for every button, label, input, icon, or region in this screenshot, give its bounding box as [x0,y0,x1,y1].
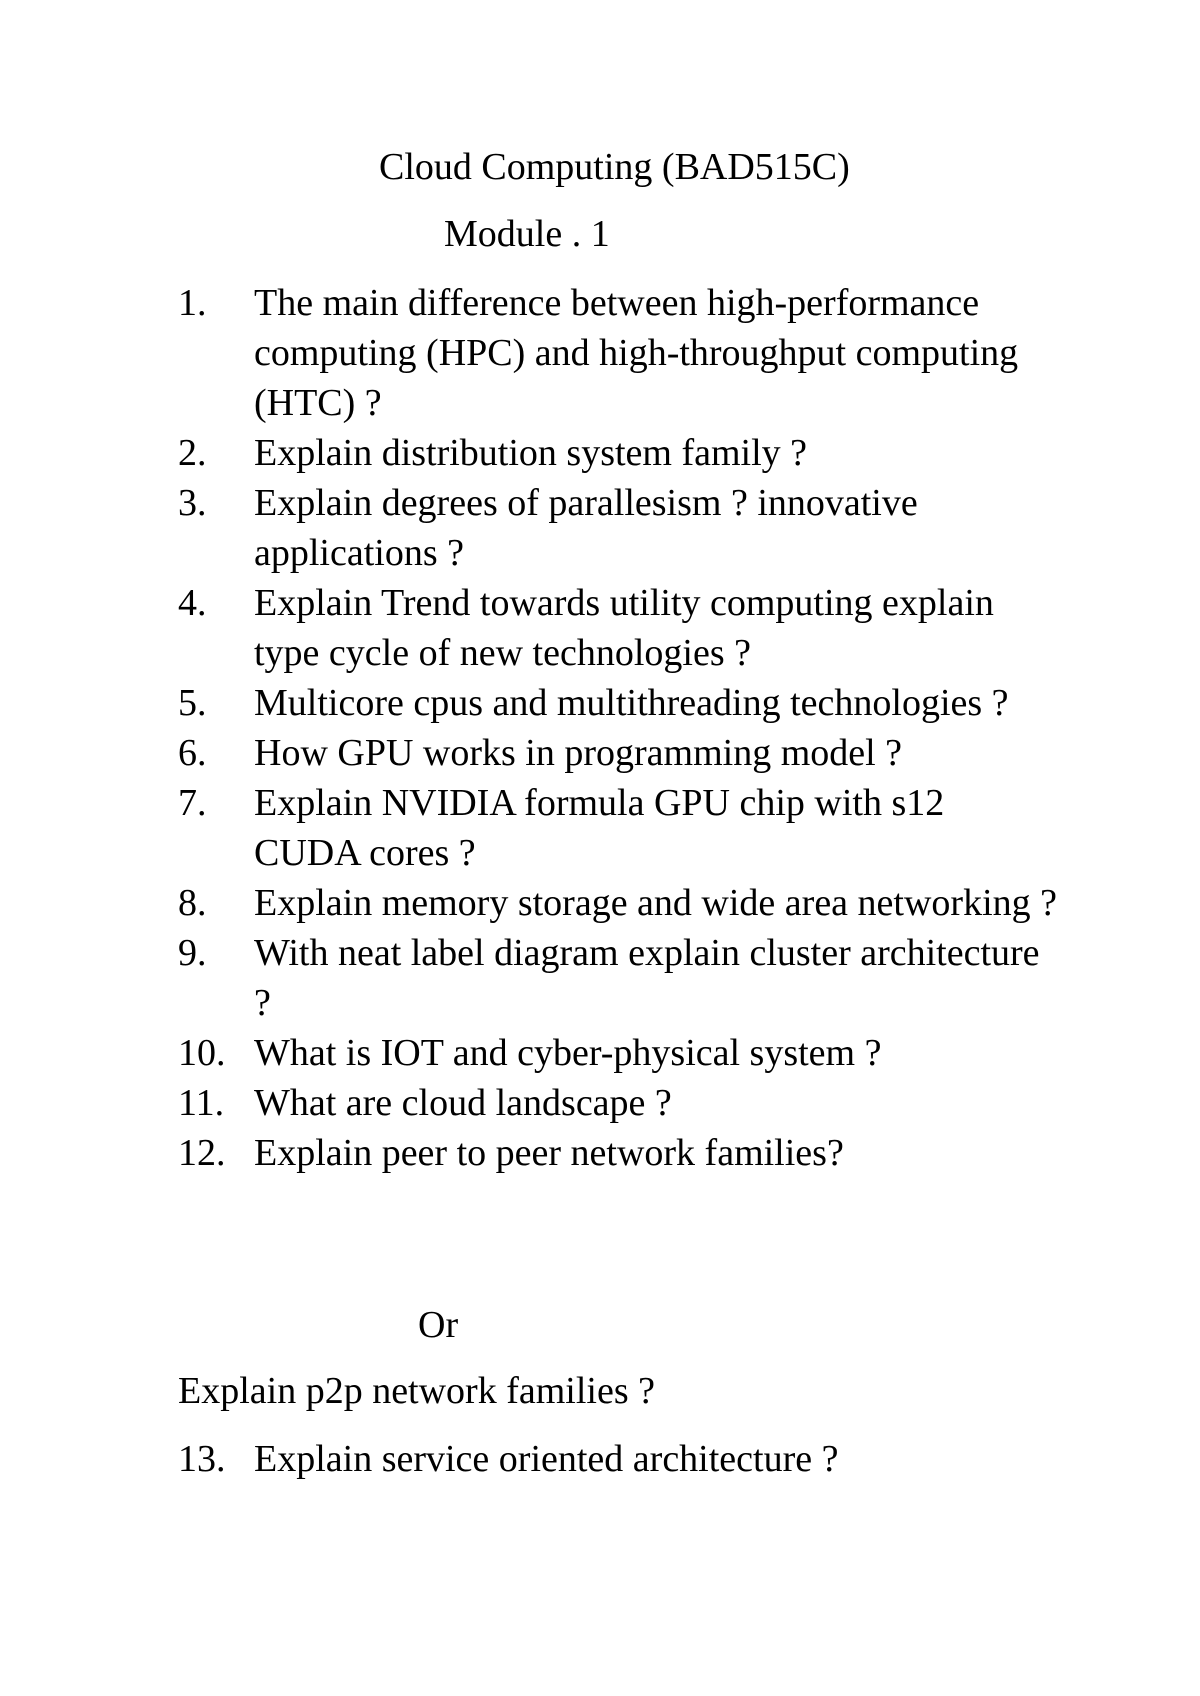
question-text: With neat label diagram explain cluster architecture ? [254,932,1040,1024]
question-item [178,1128,1058,1178]
question-item [178,778,1058,878]
question-item [178,1078,1058,1128]
question-text: Explain service oriented architecture ? [254,1438,839,1480]
document-title: Cloud Computing (BAD515C) [379,146,850,188]
question-text: Explain Trend towards utility computing explain type cycle of new technologies ? [254,582,994,674]
question-item-last [178,1434,1058,1484]
question-text: Explain memory storage and wide area networking ? [254,882,1057,924]
question-number: 1. [178,282,207,324]
question-item [178,728,1058,778]
question-list [178,278,1058,1178]
question-number: 13. [178,1438,226,1480]
question-number: 12. [178,1132,226,1174]
question-text: What are cloud landscape ? [254,1082,672,1124]
question-item [178,928,1058,1028]
question-number: 5. [178,682,207,724]
question-number: 10. [178,1032,226,1074]
question-text: Explain peer to peer network families? [254,1132,844,1174]
question-number: 7. [178,782,207,824]
or-separator: Or [418,1304,459,1346]
question-item [178,428,1058,478]
question-text: Explain distribution system family ? [254,432,808,474]
question-number: 9. [178,932,207,974]
question-number: 2. [178,432,207,474]
question-text: Explain NVIDIA formula GPU chip with s12 CUDA cores ? [254,782,945,874]
question-text: Explain degrees of parallesism ? innovative applications ? [254,482,918,574]
question-item [178,678,1058,728]
question-number: 11. [178,1082,225,1124]
question-text: What is IOT and cyber-physical system ? [254,1032,882,1074]
question-item [178,878,1058,928]
module-heading: Module . 1 [444,213,610,255]
question-item [178,478,1058,578]
question-item [178,278,1058,428]
question-item [178,1028,1058,1078]
question-number: 4. [178,582,207,624]
alternative-question: Explain p2p network families ? [178,1370,655,1412]
question-text: Multicore cpus and multithreading technologies ? [254,682,1009,724]
question-number: 3. [178,482,207,524]
question-item [178,578,1058,678]
question-text: The main difference between high-performance computing (HPC) and high-throughput computing (HTC) ? [254,282,1019,424]
question-number: 6. [178,732,207,774]
question-text: How GPU works in programming model ? [254,732,903,774]
question-number: 8. [178,882,207,924]
